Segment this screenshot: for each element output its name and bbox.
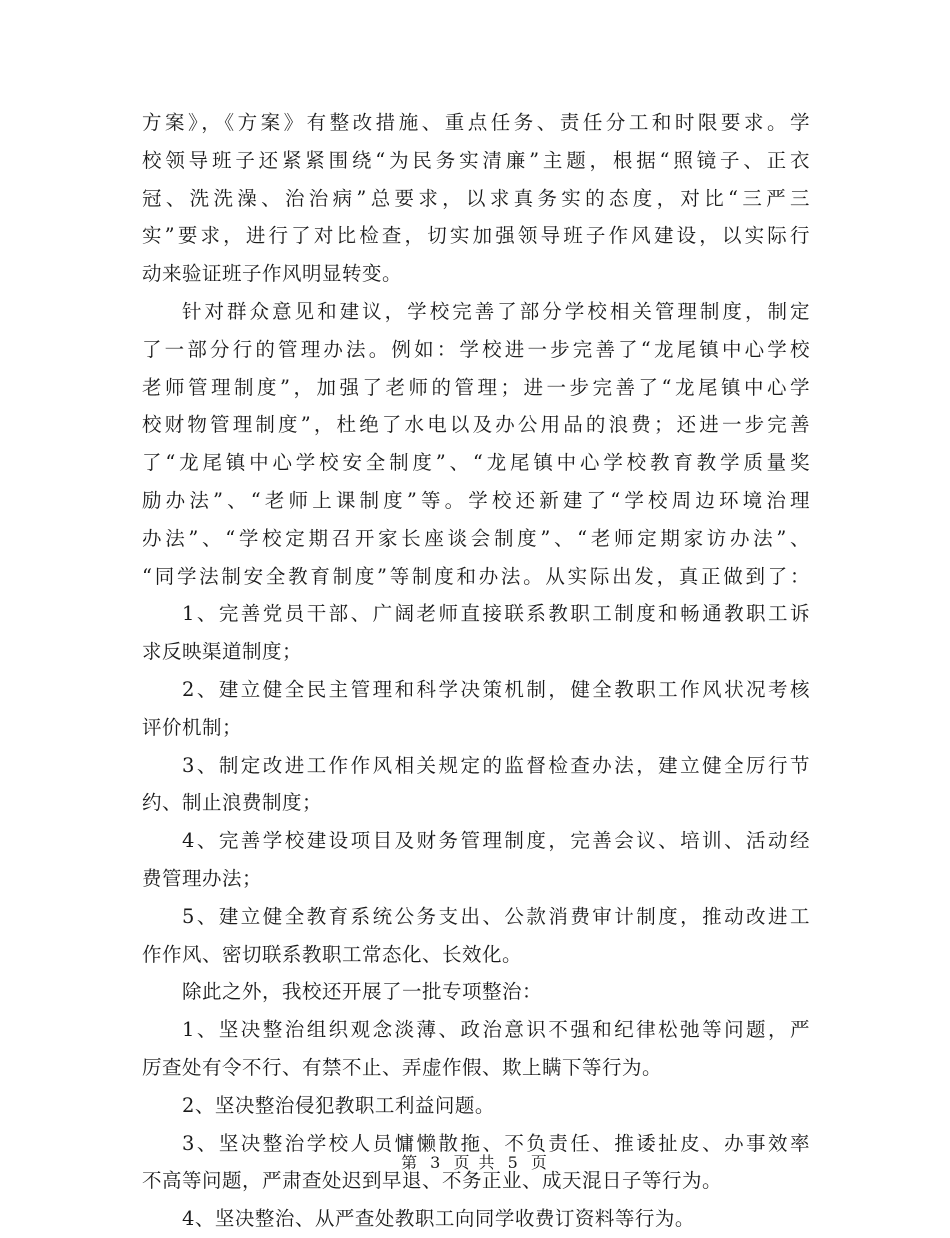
footer-prefix: 第 xyxy=(401,1153,420,1172)
text-line: 办法”、“学校定期召开家长座谈会制度”、“老师定期家访办法”、 xyxy=(142,526,810,550)
text-line: 约、制止浪费制度； xyxy=(142,791,323,815)
text-line: 老师管理制度”，加强了老师的管理；进一步完善了“龙尾镇中心学 xyxy=(142,375,810,399)
page-number-footer xyxy=(0,1150,950,1173)
text-line: 2、坚决整治侵犯教职工利益问题。 xyxy=(182,1093,495,1117)
total-pages-number: 5 xyxy=(507,1153,520,1172)
text-line: 厉查处有令不行、有禁不止、弄虚作假、欺上瞒下等行为。 xyxy=(142,1055,663,1079)
text-line: 不高等问题，严肃查处迟到早退、不务正业、成天混日子等行为。 xyxy=(142,1169,723,1193)
text-line: 1、坚决整治组织观念淡薄、政治意识不强和纪律松弛等问题，严 xyxy=(182,1018,810,1042)
text-line: 校领导班子还紧紧围绕“为民务实清廉”主题，根据“照镜子、正衣 xyxy=(142,148,810,172)
text-line: 实”要求，进行了对比检查，切实加强领导班子作风建设，以实际行 xyxy=(142,224,810,248)
text-line: 动来验证班子作风明显转变。 xyxy=(142,262,403,286)
text-line: 3、坚决整治学校人员慵懒散拖、不负责任、推诿扯皮、办事效率 xyxy=(182,1131,810,1155)
text-line: 3、制定改进工作作风相关规定的监督检查办法，建立健全厉行节 xyxy=(182,753,810,777)
text-line: “同学法制安全教育制度”等制度和办法。从实际出发，真正做到了： xyxy=(142,564,810,588)
footer-middle: 页 共 xyxy=(453,1153,497,1172)
text-line: 评价机制； xyxy=(142,715,243,739)
text-line: 励办法”、“老师上课制度”等。学校还新建了“学校周边环境治理 xyxy=(142,488,810,512)
text-line: 5、建立健全教育系统公务支出、公款消费审计制度，推动改进工 xyxy=(182,904,810,928)
text-line: 校财物管理制度”，杜绝了水电以及办公用品的浪费；还进一步完善 xyxy=(142,413,810,437)
text-line: 方案》，《方案》有整改措施、重点任务、责任分工和时限要求。学 xyxy=(142,111,810,134)
text-line: 费管理办法； xyxy=(142,866,263,890)
document-body xyxy=(142,104,810,1238)
text-line: 针对群众意见和建议，学校完善了部分学校相关管理制度，制定 xyxy=(182,299,810,323)
footer-suffix: 页 xyxy=(530,1153,549,1172)
text-line: 求反映渠道制度； xyxy=(142,640,303,664)
current-page-number: 3 xyxy=(430,1153,443,1172)
text-line: 4、完善学校建设项目及财务管理制度，完善会议、培训、活动经 xyxy=(182,829,810,853)
text-line: 除此之外，我校还开展了一批专项整治： xyxy=(182,980,543,1004)
text-line: 4、坚决整治、从严查处教职工向同学收费订资料等行为。 xyxy=(182,1207,695,1231)
text-line: 1、完善党员干部、广阔老师直接联系教职工制度和畅通教职工诉 xyxy=(182,602,810,626)
text-line: 2、建立健全民主管理和科学决策机制，健全教职工作风状况考核 xyxy=(182,677,810,701)
text-line: 了一部分行的管理办法。例如：学校进一步完善了“龙尾镇中心学校 xyxy=(142,337,810,361)
text-line: 冠、洗洗澡、治治病”总要求，以求真务实的态度，对比“三严三 xyxy=(142,186,810,210)
text-line: 作作风、密切联系教职工常态化、长效化。 xyxy=(142,942,523,966)
text-line: 了“龙尾镇中心学校安全制度”、“龙尾镇中心学校教育教学质量奖 xyxy=(142,451,810,475)
